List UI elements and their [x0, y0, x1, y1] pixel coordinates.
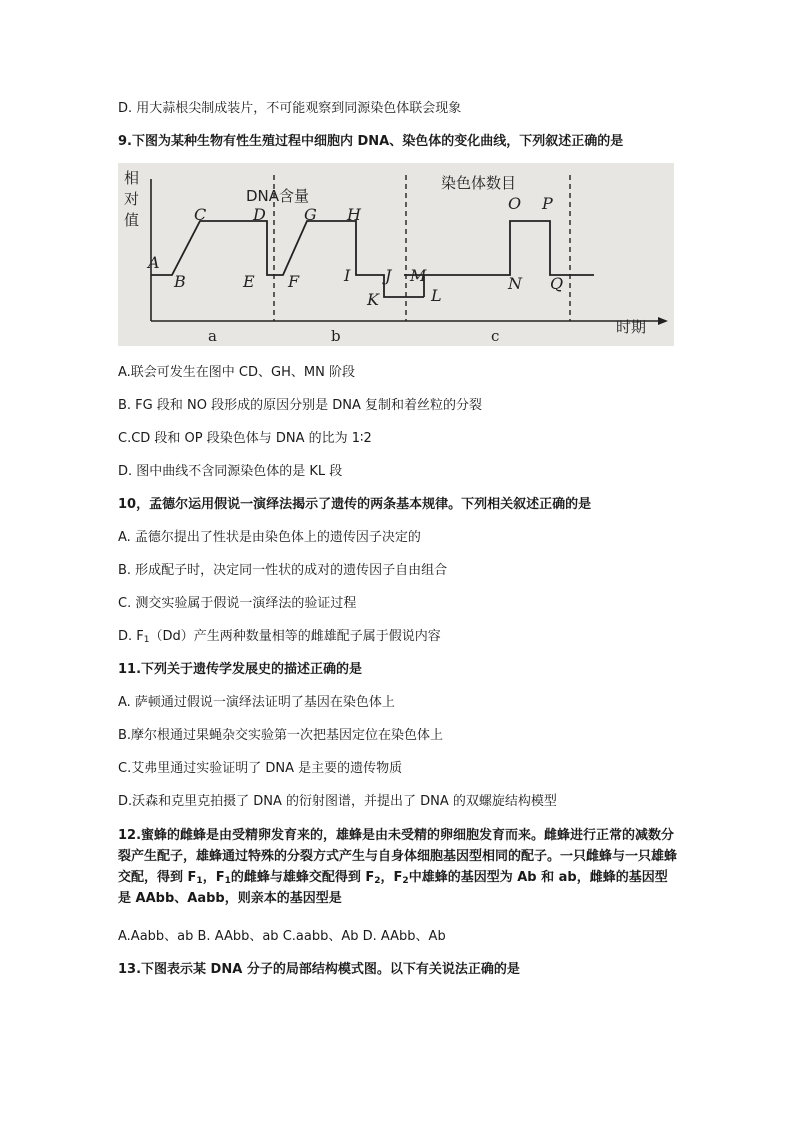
point-label-I: I — [344, 266, 351, 285]
y-axis-label-1: 相 — [124, 169, 140, 187]
q12-sub4: 2 — [402, 876, 409, 886]
q10-option-d-pre: D. F — [118, 629, 144, 644]
point-label-F: F — [288, 272, 300, 291]
q9-option-a: A.联会可发生在图中 CD、GH、MN 阶段 — [118, 365, 355, 380]
q12-stem-part3: 的雌蜂与雄蜂交配得到 F — [230, 870, 375, 885]
point-label-Q: Q — [550, 274, 564, 293]
stage-label-b: b — [331, 327, 341, 345]
point-label-J: J — [385, 266, 392, 285]
q12-options: A.Aabb、ab B. AAbb、ab C.aabb、Ab D. AAbb、Ab — [118, 929, 446, 944]
q11-stem: 11.下列关于遗传学发展史的描述正确的是 — [118, 662, 363, 677]
q10-option-d-post: （Dd）产生两种数量相等的雌雄配子属于假说内容 — [149, 629, 441, 644]
q10-option-d — [118, 627, 441, 647]
q9-stem: 9.下图为某种生物有性生殖过程中细胞内 DNA、染色体的变化曲线，下列叙述正确的是 — [118, 134, 624, 149]
stage-label-c: c — [491, 327, 500, 345]
dna-chromosome-chart — [118, 163, 674, 346]
point-label-A: A — [148, 253, 160, 272]
point-label-O: O — [508, 194, 522, 213]
x-axis-label: 时期 — [616, 318, 647, 336]
q9-option-b: B. FG 段和 NO 段形成的原因分别是 DNA 复制和着丝粒的分裂 — [118, 398, 482, 413]
q12-stem-part1: 12.蜜蜂的雌蜂是由受精卵发育来的，雄蜂是由未受精的卵细胞发育而来。雌蜂进行正常的减数分裂产生配子，雄蜂通过特殊的分裂方式产生与自身体细胞基因型相同的配子。一只雌蜂与一只雄蜂交配，得到 F — [118, 828, 678, 885]
q10-option-a: A. 孟德尔提出了性状是由染色体上的遗传因子决定的 — [118, 530, 421, 545]
point-label-P: P — [542, 194, 553, 213]
y-axis-label-3: 值 — [124, 211, 140, 229]
point-label-N: N — [508, 274, 522, 293]
q12-stem-part4: ，F — [380, 870, 403, 885]
chart-svg — [118, 163, 674, 346]
point-label-M: M — [410, 266, 427, 285]
chart-background — [118, 163, 674, 346]
point-label-H: H — [347, 205, 361, 224]
point-label-L: L — [431, 286, 442, 305]
q12-sub1: 1 — [196, 876, 203, 886]
q8-option-d: D. 用大蒜根尖制成装片，不可能观察到同源染色体联会现象 — [118, 101, 462, 116]
chromosome-series-title: 染色体数目 — [441, 174, 517, 192]
q12-stem-part2: ，F — [202, 870, 225, 885]
point-label-K: K — [367, 290, 379, 309]
q10-option-b: B. 形成配子时，决定同一性状的成对的遗传因子自由组合 — [118, 563, 448, 578]
point-label-C: C — [194, 205, 207, 224]
point-label-E: E — [243, 272, 255, 291]
q11-option-c: C.艾弗里通过实验证明了 DNA 是主要的遗传物质 — [118, 761, 403, 776]
q11-option-b: B.摩尔根通过果蝇杂交实验第一次把基因定位在染色体上 — [118, 728, 444, 743]
q10-option-c: C. 测交实验属于假说一演绎法的验证过程 — [118, 596, 357, 611]
y-axis-label-2: 对 — [124, 190, 140, 208]
q11-option-a: A. 萨顿通过假说一演绎法证明了基因在染色体上 — [118, 695, 395, 710]
q10-stem: 10，孟德尔运用假说一演绎法揭示了遗传的两条基本规律。下列相关叙述正确的是 — [118, 497, 592, 512]
q13-stem: 13.下图表示某 DNA 分子的局部结构模式图。以下有关说法正确的是 — [118, 962, 520, 977]
q12-stem-part5: 中雄蜂的基因型为 Ab 和 ab，雌蜂的基因型是 AAbb、Aabb，则亲本的基因型是 — [118, 870, 668, 906]
point-label-G: G — [304, 205, 317, 224]
q12-stem — [118, 825, 678, 909]
q9-option-c: C.CD 段和 OP 段染色体与 DNA 的比为 1∶2 — [118, 431, 372, 446]
q10-option-d-sub: 1 — [143, 635, 150, 645]
q11-option-d: D.沃森和克里克拍摄了 DNA 的衍射图谱，并提出了 DNA 的双螺旋结构模型 — [118, 794, 557, 809]
point-label-D: D — [253, 205, 266, 224]
dna-series-title: DNA含量 — [246, 187, 310, 205]
point-label-B: B — [174, 272, 186, 291]
q12-sub2: 1 — [224, 876, 231, 886]
q12-sub3: 2 — [374, 876, 381, 886]
q9-option-d: D. 图中曲线不含同源染色体的是 KL 段 — [118, 464, 343, 479]
stage-label-a: a — [208, 327, 217, 345]
